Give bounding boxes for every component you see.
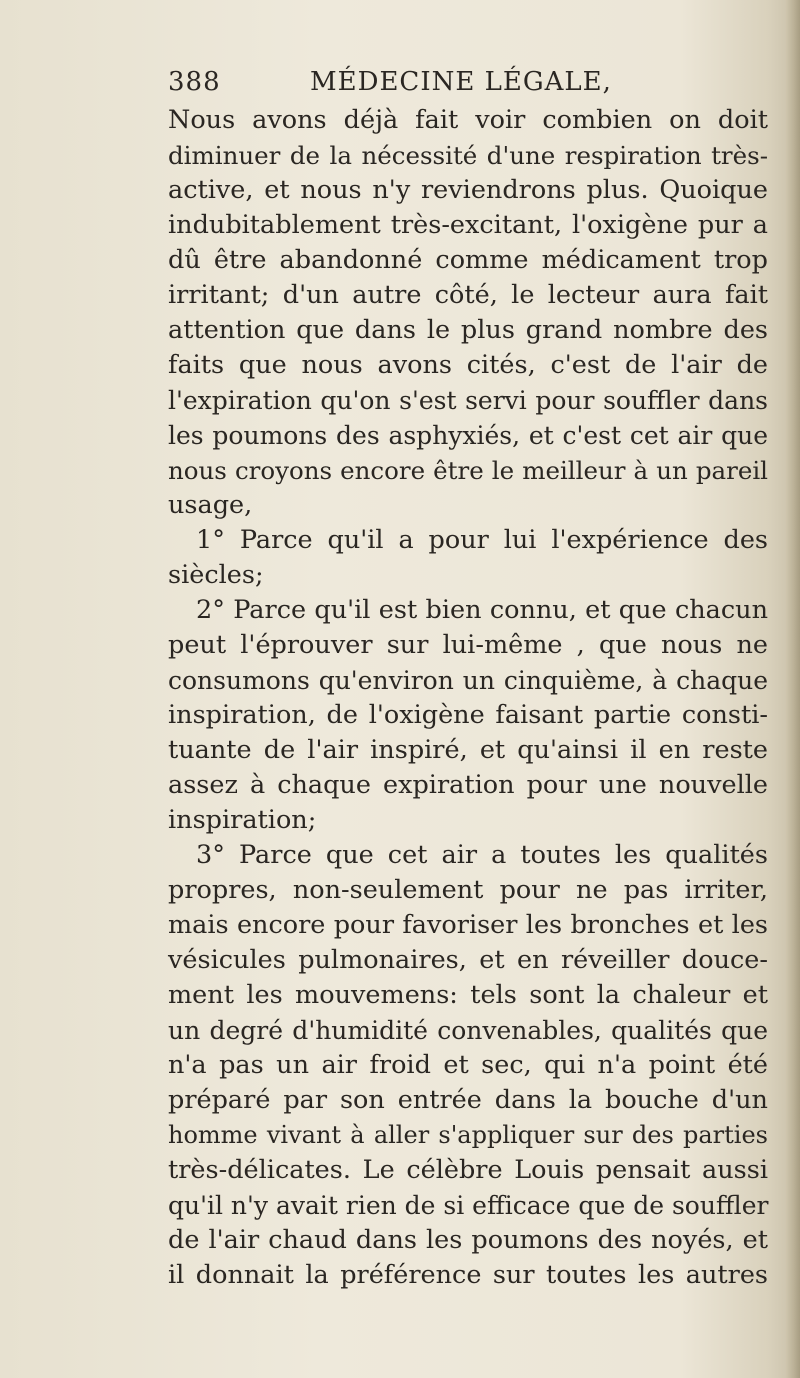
text-line: Nous avons déjà fait voir combien on doit [168,105,768,135]
page-header [168,62,768,102]
text-line: 3° Parce que cet air a toutes les qualités [196,840,768,870]
text-line: les poumons des asphyxiés, et c'est cet air que [168,421,768,450]
text-line: indubitablement très-excitant, l'oxigène pur a [168,210,768,240]
text-line: de l'air chaud dans les poumons des noyés, et [168,1225,768,1255]
text-line: 1° Parce qu'il a pour lui l'expérience des [196,525,768,555]
page-number: 388 [168,67,221,97]
text-line: un degré d'humidité convenables, qualités que [168,1016,768,1045]
text-line: siècles; [168,560,264,590]
text-line: mais encore pour favoriser les bronches et les [168,910,768,940]
text-line: vésicules pulmonaires, et en réveiller douce- [168,945,768,975]
text-line: n'a pas un air froid et sec, qui n'a point été [168,1050,768,1080]
text-line: propres, non-seulement pour ne pas irriter, [168,875,768,905]
text-line: préparé par son entrée dans la bouche d'un [168,1085,768,1115]
text-line: faits que nous avons cités, c'est de l'air de [168,350,768,380]
text-line: peut l'éprouver sur lui-même , que nous ne [168,630,768,660]
text-line: homme vivant à aller s'appliquer sur des parties [168,1121,768,1149]
running-title: MÉDECINE LÉGALE, [310,67,612,97]
text-line: il donnait la préférence sur toutes les autres [168,1260,768,1290]
page-edge-shadow [786,0,800,1378]
text-line: nous croyons encore être le meilleur à un pareil [168,456,768,485]
text-line: ment les mouvemens: tels sont la chaleur et [168,980,768,1010]
text-line: irritant; d'un autre côté, le lecteur aura fait [168,280,768,310]
text-line: diminuer de la nécessité d'une respiration très- [168,141,768,170]
text-line: qu'il n'y avait rien de si efficace que de souffler [168,1191,769,1220]
text-line: inspiration; [168,805,317,835]
body-text [168,103,768,1293]
text-line: tuante de l'air inspiré, et qu'ainsi il en reste [168,735,768,765]
text-line: 2° Parce qu'il est bien connu, et que chacun [196,595,768,625]
text-line: l'expiration qu'on s'est servi pour souffler dans [168,386,768,415]
text-line: assez à chaque expiration pour une nouvelle [168,770,768,800]
text-line: très-délicates. Le célèbre Louis pensait aussi [168,1155,768,1185]
text-line: consumons qu'environ un cinquième, à chaque [168,666,768,695]
text-line: active, et nous n'y reviendrons plus. Quoique [168,175,768,205]
text-line: usage, [168,490,253,520]
text-line: inspiration, de l'oxigène faisant partie consti- [168,700,768,730]
text-line: dû être abandonné comme médicament trop [168,245,768,275]
text-line: attention que dans le plus grand nombre des [168,315,768,345]
